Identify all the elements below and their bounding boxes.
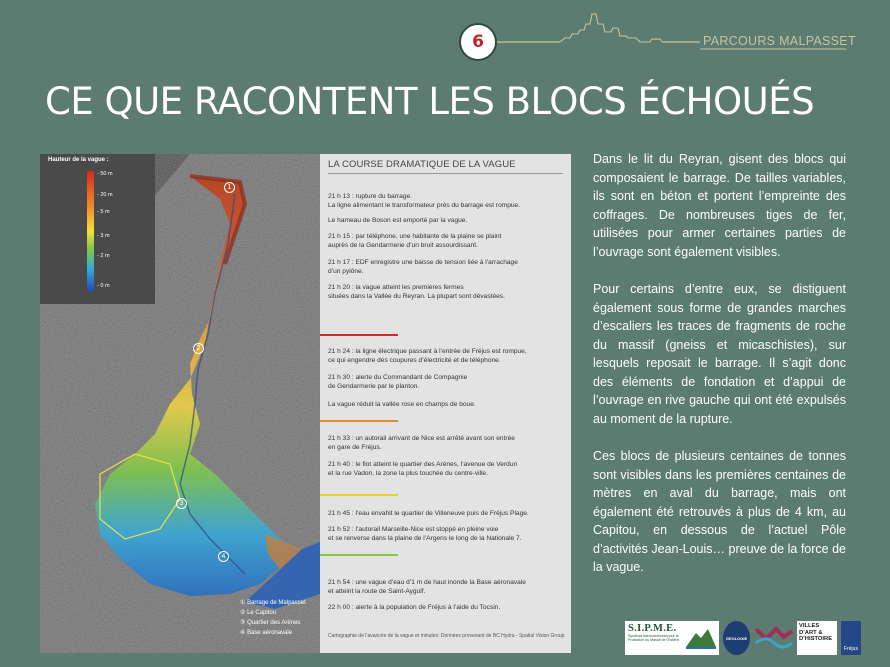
- map-credit: Cartographie de l’avancée de la vague et minutes: Données provenant de BC Hydra - Spatial Vision Group: [328, 633, 565, 639]
- wave-timeline-panel: [320, 154, 571, 653]
- frejus-logo-text: Fréjus: [844, 646, 858, 652]
- site-number: ②: [240, 610, 246, 616]
- site-legend: [240, 598, 314, 638]
- site-marker-2: 2: [193, 343, 204, 354]
- timeline-entry: 21 h 15 : par téléphone, une habitante de la plaine se plaint auprès de la Gendarmerie d’un bruit assourdissant.: [328, 233, 502, 249]
- map-image: [40, 154, 320, 653]
- timeline-entry: 21 h 33 : un autorail arrivant de Nice est arrêté avant son entrée en gare de Fréjus.: [328, 435, 515, 451]
- timeline-separator-orange: [320, 420, 398, 422]
- scale-label: - 20 m: [97, 192, 113, 198]
- timeline-entry: 21 h 54 : une vague d’eau d’1 m de haut inonde la Base aéronavale et atteint la route de Saint-Aygulf.: [328, 579, 526, 595]
- timeline-title-rule: [328, 173, 563, 174]
- sipme-logo-subtitle: Syndicat Intercommunal pour la Protection du Massif de l’Estérel: [628, 634, 680, 643]
- site-legend-item: [240, 598, 314, 608]
- sipme-logo: [625, 621, 719, 655]
- timeline-separator-green: [320, 554, 398, 556]
- sipme-logo-text: S.I.P.M.E.: [628, 623, 677, 634]
- site-label: Quartier des Arènes: [247, 620, 301, 626]
- site-label: Base aéronavale: [247, 630, 293, 636]
- timeline-entry: 21 h 40 : le flot atteint le quartier des Arènes, l’avenue de Verdun et la rue Vadon, la zone la plus touchée du centre-ville.: [328, 461, 518, 477]
- scale-label: - 2 m: [97, 253, 110, 259]
- scale-label: - 0 m: [97, 283, 110, 289]
- timeline-entry: 21 h 30 : alerte du Commandant de Compagnie de Gendarmerie par le planton.: [328, 374, 468, 390]
- body-text-column: [593, 150, 846, 596]
- site-legend-item: [240, 618, 314, 628]
- site-marker-1: 1: [224, 182, 235, 193]
- body-paragraph: Pour certains d’entre eux, se distiguent également sous forme de grandes marches d’escaliers les traces de fragments de roche du massif (gneiss et micaschistes), sur lesquels reposait le barrage. Il s’agit donc des éléments de fondation et d’appui de l’ouvrage en rive gauche qui ont été expulsés au moment de la rupture.: [593, 282, 846, 426]
- body-paragraph: Ces blocs de plusieurs centaines de tonnes sont visibles dans les premières centaines de mètres en aval du barrage, mais ont également été retrouvés à plus de 4 km, au Capitou, en dessous de l’actuel Pôle d’activités Jean-Louis… preuve de la force de la vague.: [593, 449, 846, 574]
- timeline-entry: 21 h 13 : rupture du barrage. La ligne alimentant le transformateur près du barrage est rompue.: [328, 193, 521, 209]
- site-number: ④: [240, 630, 246, 636]
- esterel-logo: [754, 621, 794, 655]
- flood-wave-map: [40, 154, 320, 653]
- scale-label: - 50 m: [97, 171, 113, 177]
- site-label: Le Capitou: [247, 610, 277, 616]
- timeline-entry: Le hameau de Boson est emporté par la vague.: [328, 217, 468, 224]
- page-title: CE QUE RACONTENT LES BLOCS ÉCHOUÉS: [45, 80, 815, 123]
- panel-number-badge: 6: [459, 23, 497, 61]
- timeline-entry: 21 h 45 : l’eau envahit le quartier de Villeneuve puis de Fréjus Plage.: [328, 510, 529, 517]
- timeline-entry: 22 h 00 : alerte à la population de Fréjus à l’aide du Tocsin.: [328, 604, 501, 611]
- timeline-separator-red: [320, 334, 398, 336]
- site-legend-item: [240, 628, 314, 638]
- site-marker-3: 3: [176, 498, 187, 509]
- timeline-entry: 21 h 52 : l’autorail Marseille-Nice est stoppé en pleine voie et se renverse dans la plaine de l’Argens le long de la Nationale 7.: [328, 526, 522, 542]
- scale-label: - 3 m: [97, 233, 110, 239]
- site-label: Barrage de Malpasset: [247, 600, 306, 606]
- frejus-logo: [841, 621, 861, 655]
- site-number: ③: [240, 620, 246, 626]
- geologie-logo: [723, 621, 750, 655]
- sipme-mountain-icon: [686, 625, 716, 649]
- geologie-logo-text: GEOLOGIE: [725, 635, 748, 641]
- scale-label: - 5 m: [97, 209, 110, 215]
- timeline-separator-yellow: [320, 494, 398, 496]
- legend-title: Hauteur de la vague :: [48, 157, 109, 163]
- timeline-entry: 21 h 20 : la vague atteint les premières fermes situées dans la Vallée du Reyran. La plupart sont dévastées.: [328, 284, 505, 300]
- timeline-entry: 21 h 24 : la ligne électrique passant à l’entrée de Fréjus est rompue, ce qui engendre des coupures d’électricité et de téléphone.: [328, 348, 527, 364]
- timeline-entry: 21 h 17 : EDF enregistre une baisse de tension liée à l’arrachage d’un pylône.: [328, 259, 518, 275]
- site-number: ①: [240, 600, 246, 606]
- parcours-label: PARCOURS MALPASSET: [703, 34, 856, 48]
- wave-height-scale: [87, 171, 94, 291]
- body-paragraph: Dans le lit du Reyran, gisent des blocs qui composaient le barrage. De tailles variables, ils sont en béton et portent l’empreinte des coffrages. De nombreuses tiges de fer, utilisées pour armer certaines parties de l’ouvrage sont également visibles.: [593, 152, 846, 259]
- site-marker-4: 4: [218, 551, 229, 562]
- timeline-entry: La vague réduit la vallée rose en champs de boue.: [328, 401, 476, 408]
- ville-art-histoire-text: VILLES D’ART & D’HISTOIRE: [799, 623, 833, 643]
- timeline-title: LA COURSE DRAMATIQUE DE LA VAGUE: [328, 159, 516, 170]
- ville-art-histoire-logo: [797, 621, 837, 655]
- site-legend-item: [240, 608, 314, 618]
- esterel-wave-icon: [754, 621, 794, 655]
